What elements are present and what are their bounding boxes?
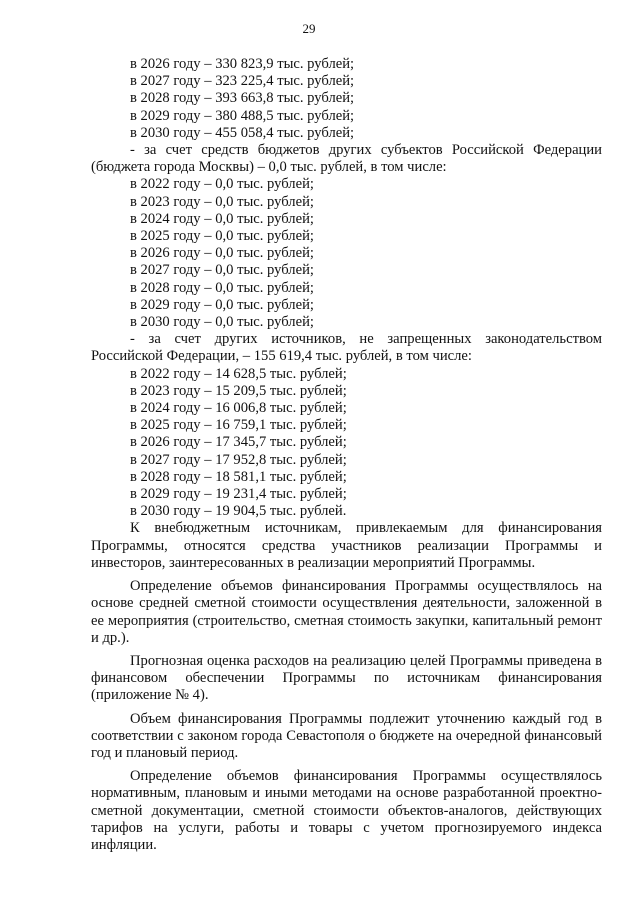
funding-methods-paragraph: Определение объемов финансирования Программы осуществлялось нормативным, плановым и иными методами на основе разработанной проектно-сметной документации, сметной стоимости объектов-аналогов, действующих тарифов на услуги, работы и товары с учетом прогнозируемого индекса инфляции. xyxy=(91,768,602,853)
forecast-estimate-paragraph: Прогнозная оценка расходов на реализацию целей Программы приведена в финансовом обеспечении Программы по источникам финансирования (приложение № 4). xyxy=(91,652,602,704)
year-line-2028-moscow: в 2028 году – 0,0 тыс. рублей; xyxy=(130,279,314,296)
document-body xyxy=(91,56,602,854)
other-sources-intro: - за счет других источников, не запрещенных законодательством Российской Федерации, – 155 619,4 тыс. рублей, в том числе: xyxy=(91,331,602,365)
funding-determination-paragraph: Определение объемов финансирования Программы осуществлялось на основе средней сметной стоимости осуществления деятельности, заложенной в ее мероприятия (строительство, сметная стоимость закупки, капитальный ремонт и др.). xyxy=(91,578,602,646)
year-line-2026-moscow: в 2026 году – 0,0 тыс. рублей; xyxy=(130,245,314,262)
year-line-2022-moscow: в 2022 году – 0,0 тыс. рублей; xyxy=(130,176,314,193)
annual-adjustment-paragraph: Объем финансирования Программы подлежит уточнению каждый год в соответствии с законом города Севастополя о бюджете на очередной финансовый год и плановый период. xyxy=(91,710,602,761)
year-line-2022-other: в 2022 году – 14 628,5 тыс. рублей; xyxy=(130,365,347,382)
year-line-2026-other: в 2026 году – 17 345,7 тыс. рублей; xyxy=(130,434,347,451)
year-line-2023-moscow: в 2023 году – 0,0 тыс. рублей; xyxy=(130,193,314,210)
year-line-2028-regional: в 2028 году – 393 663,8 тыс. рублей; xyxy=(130,90,355,107)
year-line-2027-regional: в 2027 году – 323 225,4 тыс. рублей; xyxy=(130,73,355,90)
year-line-2029-moscow: в 2029 году – 0,0 тыс. рублей; xyxy=(130,296,314,313)
year-line-2027-other: в 2027 году – 17 952,8 тыс. рублей; xyxy=(130,451,347,468)
year-line-2030-moscow: в 2030 году – 0,0 тыс. рублей; xyxy=(130,314,314,331)
year-line-2023-other: в 2023 году – 15 209,5 тыс. рублей; xyxy=(130,382,347,399)
year-line-2027-moscow: в 2027 году – 0,0 тыс. рублей; xyxy=(130,262,314,279)
year-line-2024-moscow: в 2024 году – 0,0 тыс. рублей; xyxy=(130,210,314,227)
year-line-2029-other: в 2029 году – 19 231,4 тыс. рублей; xyxy=(130,486,347,503)
page-number: 29 xyxy=(302,21,316,36)
year-line-2030-other: в 2030 году – 19 904,5 тыс. рублей. xyxy=(130,503,347,520)
year-line-2028-other: в 2028 году – 18 581,1 тыс. рублей; xyxy=(130,468,347,485)
year-line-2030-regional: в 2030 году – 455 058,4 тыс. рублей; xyxy=(130,124,355,141)
year-line-2024-other: в 2024 году – 16 006,8 тыс. рублей; xyxy=(130,400,347,417)
year-line-2029-regional: в 2029 году – 380 488,5 тыс. рублей; xyxy=(130,107,355,124)
year-line-2025-moscow: в 2025 году – 0,0 тыс. рублей; xyxy=(130,228,314,245)
year-line-2026-regional: в 2026 году – 330 823,9 тыс. рублей; xyxy=(130,56,355,72)
extrabudgetary-sources-paragraph: К внебюджетным источникам, привлекаемым для финансирования Программы, относятся средства участников реализации Программы и инвесторов, заинтересованных в реализации мероприятий Программы. xyxy=(91,520,602,571)
year-line-2025-other: в 2025 году – 16 759,1 тыс. рублей; xyxy=(130,417,347,434)
other-subjects-budget-intro: - за счет средств бюджетов других субъектов Российской Федерации (бюджета города Москвы) – 0,0 тыс. рублей, в том числе: xyxy=(91,142,602,176)
